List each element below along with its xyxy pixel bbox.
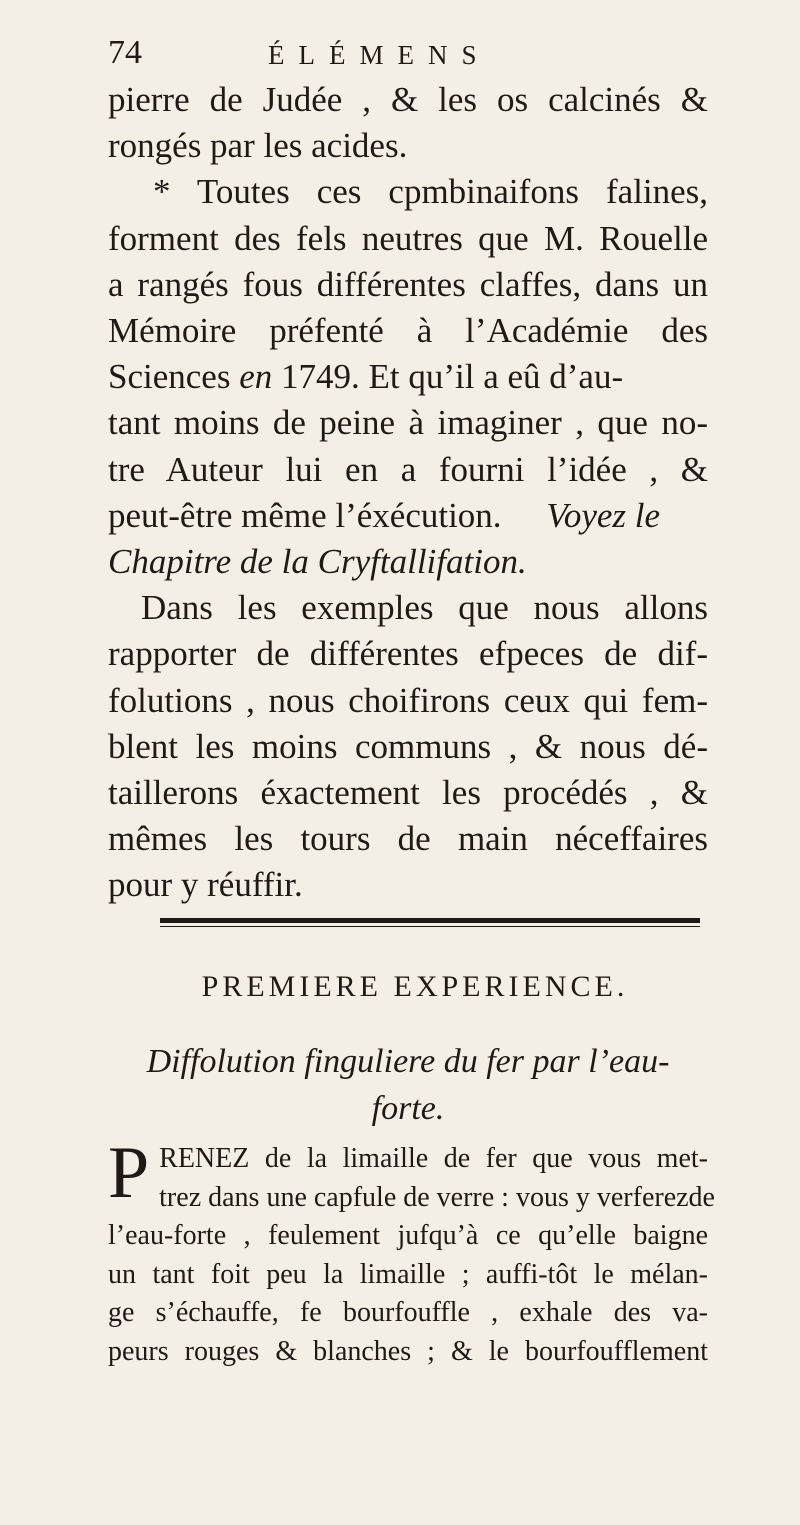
text-segment: 1749. Et qu’il a eû d’au- — [281, 357, 624, 397]
text-line: ge s’échauffe, fe bourfouffle , exhale des va- — [108, 1297, 708, 1328]
text-line: a rangés fous différentes claffes, dans un — [108, 264, 708, 304]
text-line — [108, 354, 708, 400]
page-number: 74 — [108, 34, 142, 71]
text-line: rongés par les acides. — [108, 126, 408, 166]
text-line: un tant foit peu la limaille ; auffi-tôt le mélan- — [108, 1258, 708, 1290]
text-line: pour y réuffir. — [108, 865, 303, 905]
text-segment-italic: Voyez le — [546, 495, 661, 535]
section-rule — [160, 918, 700, 930]
subtitle-line: forte. — [371, 1090, 445, 1127]
section-title: PREMIERE EXPERIENCE. — [201, 970, 629, 1003]
text-segment-italic: en — [239, 357, 273, 397]
text-line: pierre de Judée , & les os calcinés & — [108, 80, 708, 119]
text-line: * Toutes ces cpmbinaifons falines, — [153, 172, 708, 212]
section-subtitle — [108, 1038, 708, 1132]
drop-cap: P — [108, 1132, 150, 1214]
rule-thin — [160, 926, 700, 927]
text-line: RENEZ de la limaille de fer que vous met- — [159, 1143, 708, 1174]
text-line: Dans les exemples que nous allons — [141, 588, 708, 628]
text-line: rapporter de différentes efpeces de dif- — [108, 634, 708, 674]
text-line: forment des fels neutres que M. Rouelle — [108, 218, 708, 258]
rule-thick — [160, 918, 700, 923]
text-line: l’eau-forte , feulement jufqu’à ce qu’elle baigne — [108, 1220, 708, 1251]
text-line: tant moins de peine à imaginer , que no- — [108, 403, 708, 443]
running-title: ÉLÉMENS — [268, 40, 491, 70]
text-line: taillerons éxactement les procédés , & — [108, 773, 708, 813]
text-line: trez dans une capfule de verre : vous y verferezde — [159, 1181, 715, 1213]
text-line: blent les moins communs , & nous dé- — [108, 726, 708, 766]
text-segment: Sciences — [108, 357, 231, 397]
text-line: mêmes les tours de main néceffaires — [108, 819, 708, 859]
text-line: peurs rouges & blanches ; & le bourfoufflement — [108, 1335, 708, 1367]
subtitle-line: Diffolution finguliere du fer par l’eau- — [146, 1043, 670, 1080]
text-segment: peut-être même l’éxécution. — [108, 495, 502, 535]
text-line — [108, 493, 708, 539]
text-line: Mémoire préfenté à l’Académie des — [108, 311, 708, 351]
text-line: tre Auteur lui en a fourni l’idée , & — [108, 449, 708, 489]
text-line: folutions , nous choifirons ceux qui fem- — [108, 680, 708, 720]
experiment-text — [108, 1132, 715, 1371]
running-head — [108, 30, 708, 80]
main-text — [108, 77, 708, 909]
text-line-italic: Chapitre de la Cryftallifation. — [108, 542, 527, 582]
